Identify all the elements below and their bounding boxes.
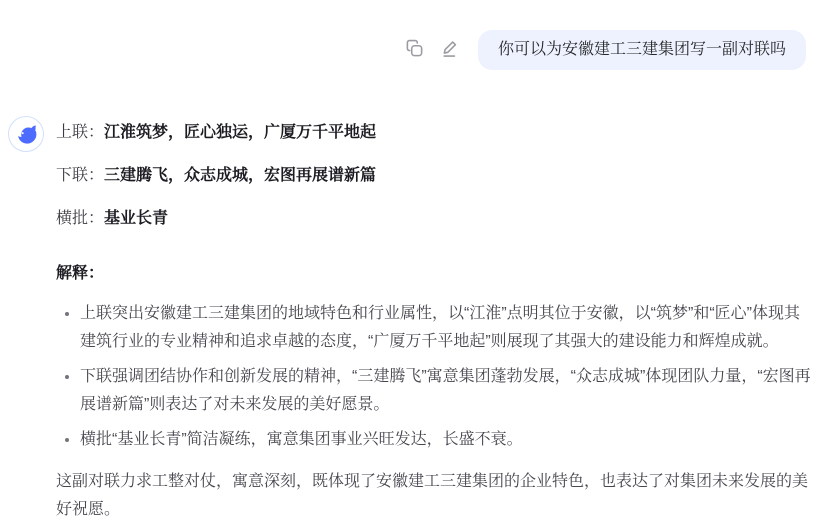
- couplet-first-line: [56, 119, 811, 147]
- explanation-list: [56, 300, 811, 454]
- assistant-message-content: [56, 116, 811, 524]
- edit-button[interactable]: [441, 40, 461, 60]
- explanation-bullet-3: 横批“基业长青”简洁凝练，寓意集团事业兴旺发达，长盛不衰。: [80, 431, 523, 448]
- explanation-bullet-1: 上联突出安徽建工三建集团的地域特色和行业属性，以“江淮”点明其位于安徽，以“筑梦”和“匠心”体现其建筑行业的专业精神和追求卓越的态度，“广厦万千平地起”则展现了其强大的建设能力和辉煌成就。: [80, 305, 800, 350]
- copy-icon: [405, 39, 424, 61]
- couplet-banner-line: [56, 205, 811, 233]
- user-message-bubble[interactable]: 你可以为安徽建工三建集团写一副对联吗: [478, 30, 806, 70]
- edit-pencil-icon: [441, 39, 460, 61]
- closing-paragraph: 这副对联力求工整对仗，寓意深刻，既体现了安徽建工三建集团的企业特色，也表达了对集团未来发展的美好祝愿。: [56, 473, 809, 518]
- explanation-bullet-2: 下联强调团结协作和创新发展的精神，“三建腾飞”寓意集团蓬勃发展，“众志成城”体现团队力量，“宏图再展谱新篇”则表达了对未来发展的美好愿景。: [80, 368, 811, 413]
- couplet-banner-text: 基业长青: [104, 210, 169, 227]
- couplet-second-line: [56, 162, 811, 190]
- list-item: [80, 300, 811, 356]
- list-item: [80, 363, 811, 419]
- user-message-row: [0, 0, 831, 70]
- couplet-second-text: 三建腾飞，众志成城，宏图再展谱新篇: [104, 167, 377, 184]
- couplet-first-text: 江淮筑梦，匠心独运，广厦万千平地起: [104, 124, 377, 141]
- couplet-first-label: 上联：: [56, 124, 105, 141]
- message-actions: [405, 40, 461, 60]
- list-item: [80, 426, 811, 454]
- deepseek-whale-icon: [15, 123, 38, 146]
- explanation-heading: 解释：: [56, 265, 105, 282]
- assistant-avatar: [8, 116, 44, 152]
- assistant-message-row: [0, 70, 831, 524]
- copy-button[interactable]: [405, 40, 425, 60]
- couplet-banner-label: 横批：: [56, 210, 105, 227]
- couplet-second-label: 下联：: [56, 167, 105, 184]
